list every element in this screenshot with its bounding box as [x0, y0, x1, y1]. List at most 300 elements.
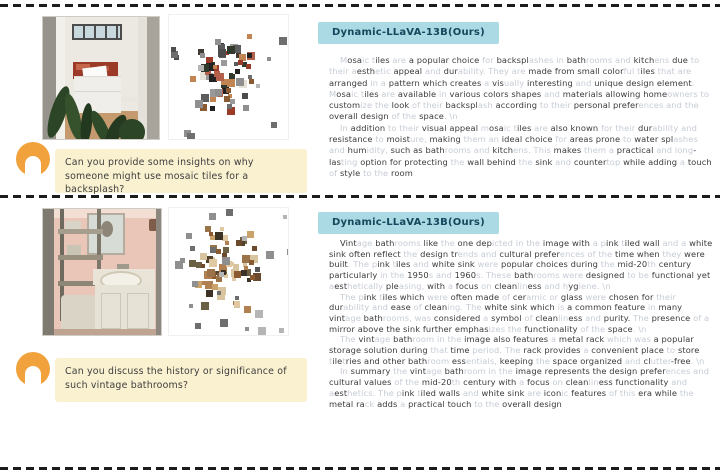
pruned-token: top	[606, 156, 624, 167]
retained-patch	[236, 78, 244, 86]
retained-patch	[198, 65, 204, 71]
pruned-token: t	[329, 355, 333, 366]
pruned-token: are	[531, 122, 551, 133]
pruned-token: to be	[624, 270, 652, 281]
model-name-badge-1: Dynamic-LLaVA-13B(Ours)	[318, 22, 499, 44]
kept-token: mid-20	[617, 259, 648, 270]
pruned-token: ic t	[351, 88, 365, 99]
pruned-token: to	[663, 345, 678, 356]
kept-token: ess	[568, 312, 583, 323]
kept-token: iled wall	[624, 238, 660, 248]
pruned-token: iene. \n	[578, 280, 611, 291]
pruned-token: a	[677, 156, 688, 167]
kept-token: touch	[687, 156, 712, 167]
pruned-token: room in the	[412, 334, 465, 345]
question-bubble-1: Can you provide some insights on why someone might use mosaic tiles for a backsplash?	[55, 149, 307, 193]
kept-token: icon	[543, 387, 562, 398]
retained-patch	[249, 79, 254, 84]
pruned-token: of	[499, 291, 513, 302]
model-response-2	[329, 238, 715, 466]
retained-patch	[227, 79, 235, 87]
pruned-token: of	[521, 312, 536, 323]
pruned-token: ic	[561, 387, 572, 398]
retained-patch	[187, 133, 195, 140]
pruned-token: the	[533, 355, 553, 366]
kept-token: time when	[615, 248, 660, 259]
pruned-token: on	[549, 377, 566, 388]
kept-token: according	[495, 100, 538, 111]
pruned-token: t	[389, 259, 396, 270]
pruned-token: to their	[537, 100, 574, 111]
retained-patch	[186, 233, 192, 239]
pruned-token: ize the	[360, 100, 392, 111]
retained-patch	[171, 51, 178, 58]
pruned-token: a	[548, 334, 559, 345]
kept-token: space	[419, 111, 444, 122]
pruned-token: and	[572, 77, 595, 88]
pruned-token: and	[541, 88, 563, 99]
kept-token: chosen for	[608, 291, 654, 302]
retained-patch	[189, 304, 193, 308]
user-avatar-icon	[16, 142, 50, 176]
kept-token: vint	[409, 366, 427, 377]
retained-patch	[222, 257, 230, 265]
kept-token: symbol	[491, 312, 522, 323]
kept-token: focus	[455, 280, 479, 291]
kept-token: clean	[535, 312, 559, 323]
model-response-1	[329, 55, 715, 193]
retained-patch	[215, 89, 222, 96]
pruned-token: ck	[364, 398, 378, 409]
retained-patch	[234, 271, 241, 278]
pruned-token: ens	[654, 55, 673, 65]
retained-patch	[250, 275, 255, 280]
retained-patch	[214, 71, 220, 77]
retained-patch	[242, 93, 248, 99]
kept-token: cultural prefer	[499, 248, 560, 259]
pruned-token: a p	[589, 238, 606, 248]
pruned-token: . \n	[690, 355, 705, 366]
kept-token: metal rack	[558, 334, 605, 345]
pruned-token: ences and the	[638, 100, 699, 111]
kept-token: -las	[329, 145, 697, 167]
retained-patch	[190, 246, 195, 251]
pruned-token: period. The	[469, 345, 524, 356]
retained-patch	[226, 88, 231, 93]
kept-token: ess	[527, 280, 542, 291]
kept-token: ink	[377, 259, 390, 270]
pruned-token: in	[645, 302, 659, 313]
user-avatar-icon	[16, 352, 50, 386]
retained-patch	[180, 258, 185, 263]
pruned-token: and	[582, 312, 604, 323]
pruned-token: them an	[460, 134, 502, 145]
kept-token: dur	[638, 122, 653, 133]
pruned-token: for their	[598, 122, 638, 133]
retained-patch	[227, 46, 235, 54]
pruned-token: and a	[329, 377, 688, 398]
retained-patch	[200, 53, 205, 58]
kept-token: overall design	[502, 398, 562, 409]
kept-token: ries and other bath	[345, 355, 428, 366]
pruned-token: room	[427, 355, 452, 366]
retained-patch	[220, 227, 224, 231]
kept-token: summary	[350, 366, 391, 377]
kept-token: white sink which	[484, 302, 555, 313]
kept-token: convenient place	[591, 345, 664, 356]
retained-patch	[234, 301, 240, 307]
pruned-token: amic or	[526, 291, 561, 302]
kept-token: mirror above the sink further emphas	[329, 323, 489, 334]
pruned-token: in a	[367, 77, 389, 88]
pruned-token: m	[478, 122, 490, 133]
kept-token: making	[429, 134, 461, 145]
retained-patch	[205, 226, 211, 232]
kept-token: osa	[347, 55, 363, 65]
kept-token: bath	[444, 366, 464, 377]
kept-token: image also features	[464, 334, 549, 345]
kept-token: vint	[358, 334, 375, 345]
kept-token: iles	[640, 66, 655, 77]
kept-token: areas prone	[569, 134, 621, 145]
pruned-token: rooms were	[533, 270, 586, 281]
pruned-token: a	[397, 398, 409, 409]
kept-token: iles which	[382, 291, 425, 302]
kept-token: look	[391, 100, 410, 111]
retained-patch	[252, 246, 257, 251]
pruned-token: ing. The	[447, 302, 485, 313]
kept-token: cl	[643, 355, 651, 366]
pruned-token: are	[389, 55, 409, 65]
pruned-token: and h	[541, 280, 569, 291]
pruned-token: ability and	[652, 122, 698, 133]
pruned-token: hetically	[347, 280, 386, 291]
kept-token: materials	[562, 88, 606, 99]
retained-patch	[255, 310, 263, 318]
kept-token: a popular choice	[408, 55, 480, 65]
kept-token: a popular storage solution during	[329, 334, 694, 356]
kept-token: style	[339, 167, 361, 178]
kept-token: pattern which creates	[388, 77, 482, 88]
pruned-token: lin	[588, 377, 599, 388]
retained-patch	[190, 76, 196, 82]
pruned-token: lin	[558, 312, 569, 323]
kept-token: backspl	[496, 55, 529, 65]
kept-token: time	[450, 345, 470, 356]
retained-patch	[248, 75, 252, 79]
retained-patch	[271, 122, 277, 128]
retained-patch	[200, 253, 207, 260]
kept-token: due	[672, 55, 689, 65]
pruned-token: ability and	[343, 302, 391, 313]
pruned-token: in	[436, 88, 450, 99]
kept-token: like	[423, 238, 439, 248]
kept-token: rack provides	[523, 345, 581, 356]
pruned-token: are	[378, 88, 398, 99]
kept-token: dur	[443, 66, 458, 77]
retained-patch	[217, 291, 221, 295]
pruned-token: is	[554, 302, 568, 313]
pruned-token: age	[374, 334, 394, 345]
pruned-token: and	[460, 387, 482, 398]
kept-token: white sink	[431, 259, 475, 270]
kept-token: designed	[585, 270, 625, 281]
white-cabinet	[74, 76, 121, 113]
kept-token: ile	[332, 355, 343, 366]
pruned-token: of a	[690, 312, 710, 323]
kept-token: popular choices during	[500, 259, 599, 270]
pruned-token: of the	[391, 377, 422, 388]
pruned-token: entials,	[465, 355, 500, 366]
pruned-token: in the	[377, 270, 408, 281]
kept-token: clean	[494, 280, 518, 291]
pruned-token: asing,	[398, 280, 428, 291]
pruned-token: a	[516, 377, 528, 388]
pruned-token: hetics. The p	[347, 387, 402, 398]
retained-patch	[267, 57, 271, 61]
pruned-token: t	[414, 387, 421, 398]
kept-token: 1950	[407, 270, 429, 281]
retained-patch	[283, 215, 287, 219]
retained-patch	[192, 281, 198, 287]
retained-patch	[209, 259, 216, 266]
pruned-token: The p	[340, 291, 364, 302]
pruned-token: s and	[428, 270, 455, 281]
retained-patch	[242, 236, 247, 241]
retained-patch	[229, 73, 233, 77]
pruned-token: ashes and	[329, 134, 698, 156]
kept-token: metal ra	[329, 398, 365, 409]
pruned-token: ic t	[362, 55, 376, 65]
retained-patch	[227, 104, 232, 109]
kept-token: custom	[329, 100, 361, 111]
pruned-token: to	[620, 134, 635, 145]
pruned-token: of	[329, 167, 340, 178]
kept-token: ink	[605, 238, 619, 248]
pruned-token: and long	[653, 145, 694, 156]
retained-patch	[244, 306, 251, 313]
kept-token: option for protecting	[360, 156, 448, 167]
pruned-token: for	[552, 134, 570, 145]
pruned-token: a	[480, 312, 492, 323]
pruned-token: on	[478, 280, 495, 291]
kept-token: addition	[350, 122, 386, 133]
kept-token: bath	[363, 312, 383, 323]
kept-token: a common feature	[567, 302, 646, 313]
pruned-token: them a	[581, 145, 617, 156]
retained-patch	[241, 270, 247, 276]
kept-token: est	[334, 387, 348, 398]
pruned-token: of the	[388, 111, 420, 122]
retained-patch	[213, 65, 217, 69]
retained-patch	[189, 260, 196, 267]
retained-patch	[219, 272, 224, 277]
pruned-token: lin	[517, 280, 528, 291]
retained-patch	[207, 269, 215, 277]
pruned-token: a	[445, 280, 456, 291]
kept-token: vis	[492, 77, 504, 88]
pruned-token: were	[582, 291, 609, 302]
pruned-token: idity,	[366, 145, 391, 156]
kept-token: backspl	[445, 100, 478, 111]
pruned-token: were	[474, 259, 501, 270]
pruned-token: to the	[360, 167, 392, 178]
kept-token: one dep	[457, 238, 492, 248]
top-dashed-separator	[0, 4, 720, 7]
pruned-token: ic t	[503, 122, 517, 133]
kept-token: various colors shapes	[449, 88, 542, 99]
kept-token: resistance	[329, 134, 373, 145]
pruned-token: ens. This	[513, 145, 554, 156]
kept-token: -free	[670, 355, 691, 366]
retained-patch	[210, 106, 215, 111]
kept-token: keeping	[499, 355, 534, 366]
kept-token: osa	[489, 122, 504, 133]
kept-token: personal prefer	[573, 100, 639, 111]
kept-token: visual appeal	[421, 122, 479, 133]
kept-token: kitch	[633, 55, 655, 65]
pruned-token: rooms, was	[382, 312, 434, 323]
pruned-token: the	[515, 156, 536, 167]
retained-patch	[206, 290, 213, 297]
kept-token: wall behind	[467, 156, 516, 167]
pruned-token: and	[622, 355, 644, 366]
retained-patch	[279, 37, 287, 45]
kept-token: bath	[566, 55, 586, 65]
kept-token: adds	[377, 398, 398, 409]
kept-token: ink	[363, 291, 377, 302]
retained-patch	[249, 260, 254, 265]
kept-token: iles	[395, 259, 411, 270]
kept-token: also known	[550, 122, 599, 133]
pruned-token: izes the	[488, 323, 525, 334]
pruned-token: owners to	[667, 88, 710, 99]
kept-token: image represents the design prefer	[515, 366, 666, 377]
pruned-token: . The p	[347, 259, 378, 270]
pruned-token: age	[345, 312, 364, 323]
retained-patch	[195, 100, 203, 108]
retained-patch	[243, 105, 249, 111]
pruned-token: In	[340, 366, 351, 377]
pruned-token: t	[376, 291, 383, 302]
pruned-token: to their a	[329, 55, 700, 77]
retained-patch	[221, 60, 227, 66]
kept-token: dur	[329, 302, 344, 313]
retained-patch	[223, 247, 229, 253]
pruned-token: ends and	[457, 248, 500, 259]
retained-patch	[224, 96, 230, 102]
kept-token: considered	[433, 312, 481, 323]
kept-token: arranged	[329, 77, 368, 88]
retained-patch	[216, 249, 221, 254]
kept-token: est	[334, 280, 348, 291]
pruned-token: The	[630, 312, 652, 323]
kept-token: Vint	[340, 238, 357, 248]
kept-token: functional yet	[651, 270, 711, 281]
kept-token: iles	[516, 122, 532, 133]
kept-token: while adding	[623, 156, 678, 167]
retained-patch	[266, 251, 274, 259]
retained-patch	[247, 53, 252, 58]
retained-patch	[279, 328, 284, 333]
retained-patch	[246, 64, 251, 69]
kept-token: unique design element	[594, 77, 692, 88]
kept-token: makes	[553, 145, 582, 156]
retained-patch	[245, 327, 249, 331]
retained-patch	[210, 247, 216, 253]
retained-patch	[235, 69, 240, 74]
retained-patch	[235, 296, 239, 300]
pruned-token: s. These	[476, 270, 515, 281]
kept-token: many vint	[329, 302, 683, 323]
kept-token: bath	[393, 334, 413, 345]
kept-token: yg	[568, 280, 579, 291]
pruned-token: a	[481, 77, 493, 88]
pruned-token: In	[340, 122, 351, 133]
pruned-token: for	[479, 55, 497, 65]
retained-patch	[287, 249, 289, 255]
retained-patch	[238, 60, 243, 65]
pruned-token: of	[410, 302, 425, 313]
kept-token: ideal choice	[501, 134, 553, 145]
kept-token: ess	[451, 355, 466, 366]
kept-token: functionality	[524, 323, 578, 334]
retained-patch	[171, 47, 176, 52]
kept-token: space organized	[552, 355, 623, 366]
kept-token: white sink often reflect	[329, 238, 713, 259]
kept-token: ple	[385, 280, 399, 291]
kept-token: counter	[573, 156, 607, 167]
pruned-token: room in the	[463, 366, 516, 377]
retained-patch	[218, 49, 226, 57]
kept-token: cer	[512, 291, 527, 302]
pruned-token: age	[356, 238, 376, 248]
kept-token: century particularly	[329, 259, 692, 281]
photo-vintage-bathroom	[42, 208, 162, 336]
pruned-token: to their	[385, 122, 422, 133]
kept-token: with	[427, 280, 446, 291]
pruned-token: . \n	[632, 323, 647, 334]
pruned-token: ability. They are	[457, 66, 529, 77]
pruned-token: rooms	[394, 238, 424, 248]
pruned-token: to the	[471, 398, 503, 409]
retained-patch	[195, 323, 201, 329]
pruned-token: the	[400, 248, 421, 259]
pruned-token-image-2	[168, 207, 289, 336]
pruned-token: The	[340, 334, 359, 345]
retained-patch	[209, 232, 213, 236]
retained-patch	[201, 302, 209, 310]
kept-token: esth	[356, 66, 376, 77]
pruned-token: ashes in	[528, 55, 567, 65]
pruned-token: that	[427, 345, 451, 356]
kept-token: clean	[424, 302, 448, 313]
pruned-token: and	[422, 66, 444, 77]
pruned-token: ences of the	[559, 248, 616, 259]
kept-token: overall design	[329, 111, 389, 122]
kept-token: ink	[401, 387, 415, 398]
pruned-token: . M	[329, 77, 695, 99]
pruned-token: utter	[650, 355, 671, 366]
retained-patch	[256, 84, 260, 88]
pruned-token: are	[524, 387, 544, 398]
kept-token: room	[391, 167, 413, 178]
kept-token: osa	[336, 88, 352, 99]
kept-token: kitch	[492, 145, 514, 156]
kept-token: purity.	[603, 312, 631, 323]
pruned-token: ure,	[410, 134, 430, 145]
pruned-token: a	[329, 280, 335, 291]
